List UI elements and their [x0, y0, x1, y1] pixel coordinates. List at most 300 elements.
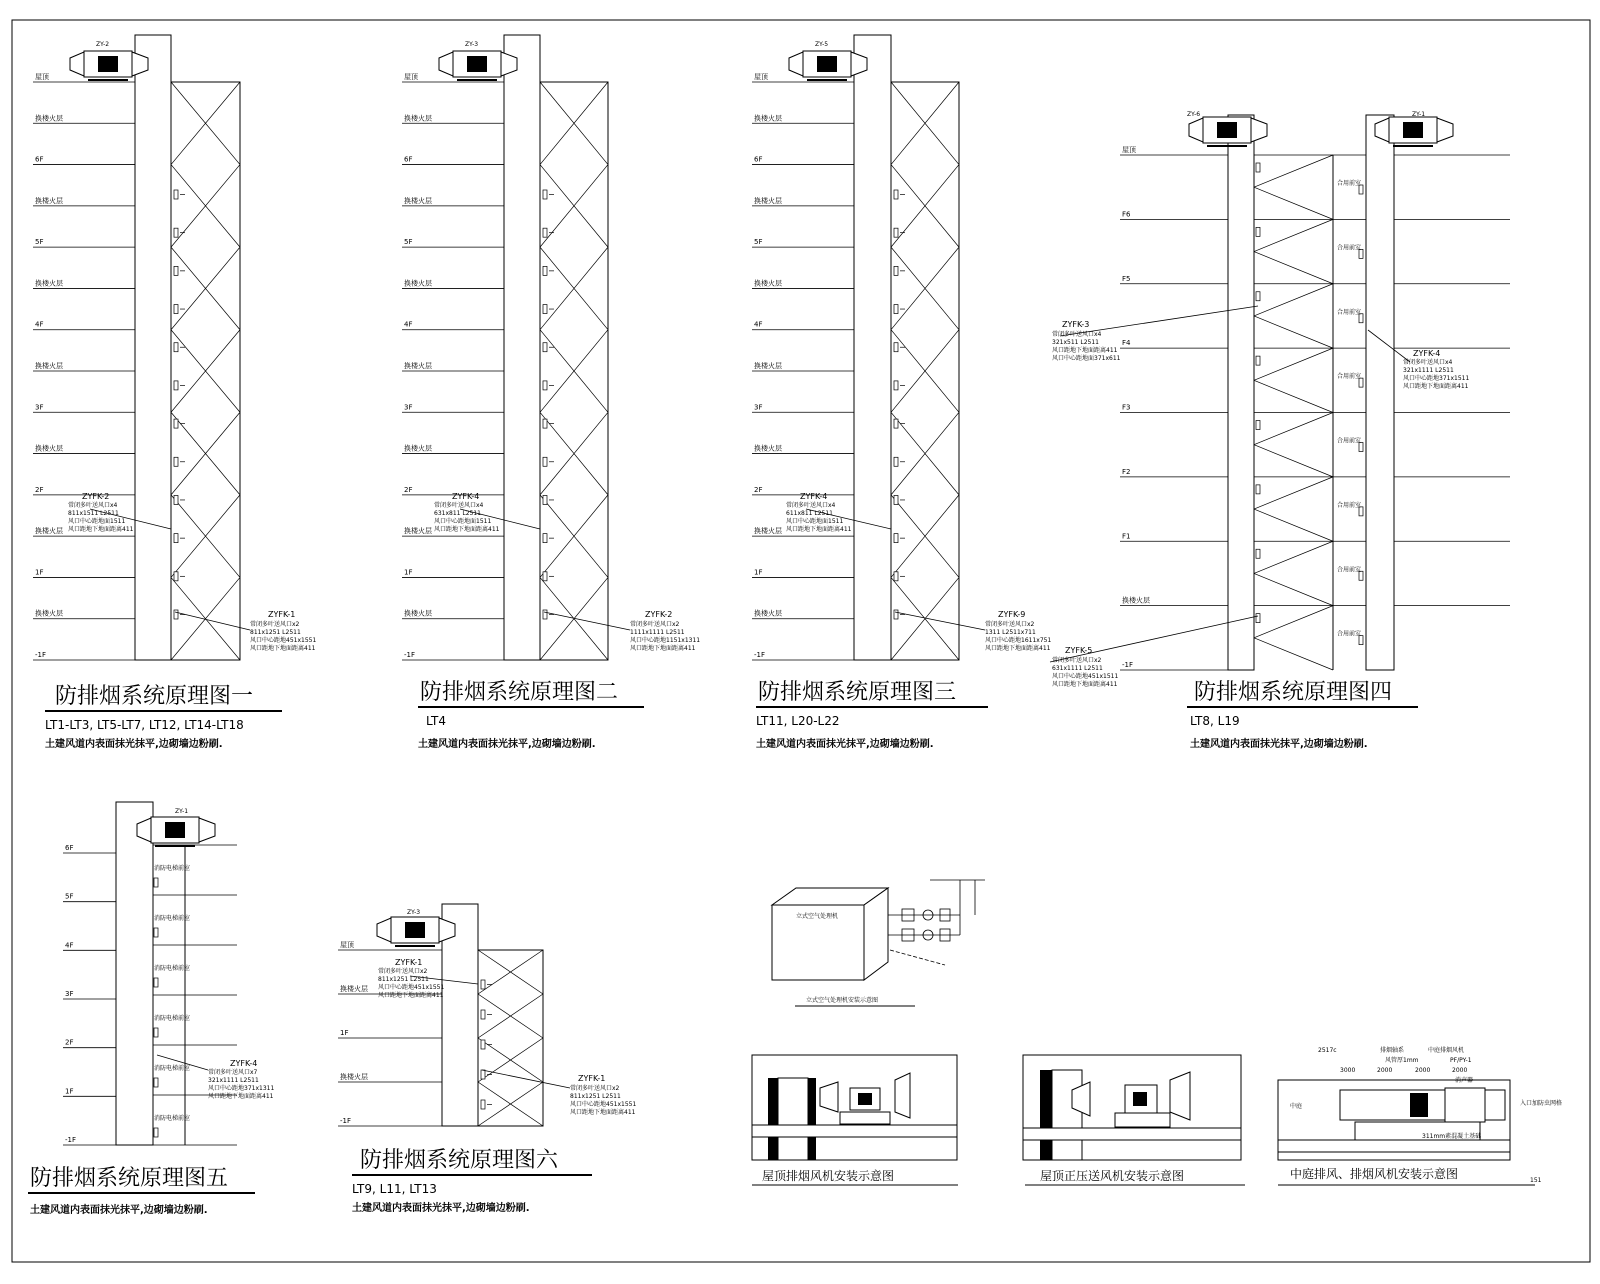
floor-label: 1F — [404, 568, 413, 577]
air-vent-icon — [481, 1040, 485, 1049]
callout-line: 风口距地下地面距离411 — [68, 526, 134, 533]
callout-line: 风口距地下地面距离411 — [434, 526, 500, 533]
floor-label: 1F — [35, 568, 44, 577]
callout-line: 风口中心距地1151x1311 — [630, 637, 701, 644]
floor-label: 2F — [35, 485, 44, 494]
floor-label: 换楼火层 — [35, 196, 63, 205]
floor-label: 换楼火层 — [754, 362, 782, 370]
callout-line: 风口距地下地面距离411 — [208, 1093, 274, 1100]
floor-label: 4F — [404, 320, 413, 329]
detail-label: 排烟轴系 — [1380, 1047, 1405, 1054]
box-label: 立式空气处理机 — [796, 913, 839, 920]
callout-line: 811x1251 L2511 — [378, 976, 429, 983]
air-vent-icon — [894, 457, 898, 466]
diagram-3 — [752, 35, 1051, 750]
air-vent-icon — [174, 534, 178, 543]
air-vent-icon — [543, 534, 547, 543]
floor-label: F4 — [1122, 339, 1131, 348]
air-vent-icon — [894, 343, 898, 352]
callout-line: 常闭多叶送风口x4 — [68, 502, 118, 509]
fan-outlet-icon — [1251, 118, 1267, 142]
diagram-2 — [402, 35, 700, 750]
air-vent-icon — [174, 495, 178, 504]
callout-line: 风口中心距地451x1551 — [250, 637, 317, 644]
floor-label: F3 — [1122, 403, 1131, 412]
floor-label: 屋顶 — [340, 941, 354, 949]
callout-line: 风口中心距地1611x751 — [985, 637, 1052, 644]
callout-line: 321x1111 L2511 — [208, 1077, 259, 1084]
callout-4-left-lower — [1050, 616, 1258, 688]
fan-outlet-icon — [1437, 118, 1453, 142]
floor-label: 换楼火层 — [754, 444, 782, 453]
callout-line: 风口中心距地面371x611 — [1052, 355, 1121, 362]
floor-label: 换楼火层 — [404, 362, 432, 370]
callout-line: 811x1511 L2511 — [68, 510, 119, 517]
diagram-note: 土建风道内表面抹光抹平,边砌墙边粉刷. — [45, 739, 223, 750]
callout-line: 631x811 L2511 — [434, 510, 481, 517]
callout-line: 811x1251 L2511 — [250, 629, 301, 636]
floor-label: 换楼火层 — [340, 1073, 368, 1081]
fan-motor-icon — [817, 56, 837, 72]
zigzag-line — [1254, 413, 1333, 445]
zigzag-line — [1254, 445, 1333, 477]
pipe-schematic — [888, 880, 985, 965]
callout-line: 1111x1111 L2511 — [630, 629, 685, 636]
detail-label: 2000 — [1415, 1067, 1431, 1074]
stair-6 — [478, 950, 543, 1126]
fan-motor-icon — [467, 56, 487, 72]
air-vent-icon — [1256, 485, 1260, 494]
room-label: 合用前室 — [1337, 566, 1362, 574]
air-vent-icon — [543, 305, 547, 314]
callout-line: 常闭多叶送风口x4 — [434, 502, 484, 509]
room-label: 消防电梯前室 — [154, 915, 191, 922]
air-vent-icon — [543, 457, 547, 466]
detail-label: 2000 — [1377, 1067, 1393, 1074]
floor-label: 3F — [35, 403, 44, 412]
air-vent-icon — [543, 228, 547, 237]
floor-label: 换楼火层 — [754, 279, 782, 288]
air-vent-icon — [1256, 549, 1260, 558]
zigzag-line — [1254, 284, 1333, 316]
callout-line: 常闭多叶送风口x2 — [378, 968, 428, 975]
shaft-5 — [116, 802, 153, 1145]
callout-line: 风口距地下地面距离411 — [570, 1109, 636, 1116]
air-vent-icon — [894, 419, 898, 428]
fan-tag-4-right: ZY-1 — [1412, 111, 1426, 118]
zigzag-line — [1254, 380, 1333, 412]
floor-label: 6F — [404, 155, 413, 164]
floor-label: 屋顶 — [35, 73, 49, 81]
fan-inlet-icon — [1189, 118, 1203, 142]
detail-label: 消声器 — [1455, 1077, 1474, 1084]
callout-tag: ZYFK-9 — [998, 610, 1026, 619]
air-vent-icon — [481, 1070, 485, 1079]
fan-tag-2: ZY-3 — [465, 41, 479, 48]
floor-label: 5F — [754, 238, 763, 247]
fan-motor-icon — [1403, 122, 1423, 138]
zigzag-line — [1254, 187, 1333, 219]
air-vent-icon — [543, 381, 547, 390]
floor-label: 2F — [404, 485, 413, 494]
air-vent-icon — [154, 1128, 158, 1137]
floor-label: F1 — [1122, 532, 1131, 541]
diagram-note: 土建风道内表面抹光抹平,边砌墙边粉刷. — [352, 1203, 530, 1214]
room-label: 消防电梯前室 — [154, 865, 191, 872]
shaft-4-right — [1366, 115, 1394, 670]
callout-line: 风口距地下地面距离411 — [1403, 383, 1469, 390]
callout-line: 风口距地下地面距离411 — [378, 992, 444, 999]
floor-label: 换楼火层 — [404, 444, 432, 453]
floor-label: 5F — [404, 238, 413, 247]
floor-label: 换楼火层 — [404, 279, 432, 288]
floor-label: -1F — [1122, 661, 1134, 669]
callout-line: 321x511 L2511 — [1052, 339, 1099, 346]
air-vent-icon — [154, 1028, 158, 1037]
floor-label: 换楼火层 — [340, 985, 368, 993]
shaft-wall — [778, 1078, 808, 1160]
room-label: 合用前室 — [1337, 630, 1362, 638]
shaft-wall — [1052, 1070, 1082, 1160]
air-vent-icon — [543, 610, 547, 619]
air-vent-icon — [894, 572, 898, 581]
callout-tag: ZYFK-4 — [1413, 349, 1441, 358]
floor-label: 换楼火层 — [754, 196, 782, 205]
install-caption: 屋顶正压送风机安装示意图 — [1040, 1169, 1185, 1183]
callout-tag: ZYFK-2 — [82, 492, 110, 501]
callout-tag: ZYFK-1 — [578, 1074, 606, 1083]
diagram-title: 防排烟系统原理图四 — [1194, 680, 1393, 705]
floor-lines-4 — [1120, 145, 1228, 670]
callout-tag: ZYFK-4 — [800, 492, 828, 501]
callout-line: 风口中心距地451x1511 — [1052, 673, 1119, 680]
diagram-note: 土建风道内表面抹光抹平,边砌墙边粉刷. — [756, 739, 934, 750]
callout-tag: ZYFK-4 — [452, 492, 480, 501]
install-caption-suffix: 151 — [1530, 1177, 1542, 1184]
diagram-5 — [28, 802, 274, 1216]
callout-line: 风口距地下地面距离411 — [250, 645, 316, 652]
install-caption: 中庭排风、排烟风机安装示意图 — [1290, 1167, 1459, 1181]
floor-label: 换楼火层 — [754, 609, 782, 618]
fan-inlet-icon — [70, 52, 84, 76]
fan-motor-icon — [98, 56, 118, 72]
zigzag-line — [1254, 606, 1333, 638]
detail-label: PF/PY-1 — [1450, 1057, 1472, 1064]
roof-fan-4-left — [1189, 117, 1267, 146]
floor-label: 4F — [754, 320, 763, 329]
floor-label: 1F — [340, 1029, 349, 1037]
callout-line: 风口距地下地面距离411 — [630, 645, 696, 652]
fan-motor-icon — [405, 922, 425, 938]
room-label: 合用前室 — [1337, 501, 1362, 509]
callout-line: 常闭多叶送风口x2 — [1052, 657, 1102, 664]
air-vent-icon — [174, 305, 178, 314]
fan-motor-icon — [165, 822, 185, 838]
install-detail-1 — [752, 1055, 958, 1185]
fan-base — [840, 1112, 890, 1124]
air-vent-icon — [543, 190, 547, 199]
air-vent-icon — [174, 381, 178, 390]
shaft-4-left — [1228, 115, 1254, 670]
air-vent-icon — [1256, 163, 1260, 172]
fan-motor — [1133, 1092, 1147, 1106]
room-label: 合用前室 — [1337, 244, 1362, 252]
fan-motor — [858, 1093, 872, 1105]
leader-line — [1050, 616, 1258, 662]
room-label: 合用前室 — [1337, 437, 1362, 445]
detail-label: 2517c — [1318, 1047, 1337, 1054]
callout-line: 811x1251 L2511 — [570, 1093, 621, 1100]
diagram-title: 防排烟系统原理图五 — [30, 1166, 229, 1191]
room-label: 合用前室 — [1337, 308, 1362, 316]
room-label: 合用前室 — [1337, 373, 1362, 381]
floor-label: 换楼火层 — [35, 609, 63, 618]
air-vent-icon — [1256, 292, 1260, 301]
floor-label: 换楼火层 — [404, 609, 432, 618]
fan-motor — [1410, 1093, 1428, 1117]
fan-outlet — [1170, 1072, 1190, 1120]
air-vent-icon — [1256, 227, 1260, 236]
detail-label: 中庭 — [1290, 1103, 1303, 1110]
floor-label: 换楼火层 — [404, 114, 432, 123]
air-vent-icon — [481, 980, 485, 989]
callout-line: 风口中心距地面1511 — [68, 518, 126, 525]
air-vent-icon — [174, 457, 178, 466]
zigzag-line — [1254, 348, 1333, 380]
zigzag-line — [1254, 316, 1333, 348]
air-vent-icon — [174, 343, 178, 352]
detail-label: 入口加防虫网格 — [1520, 1100, 1563, 1107]
box-caption: 立式空气处理机安装示意图 — [806, 997, 879, 1004]
floor-label: -1F — [65, 1136, 77, 1144]
air-vent-icon — [481, 1100, 485, 1109]
diagram-subtitle: LT8, L19 — [1190, 714, 1240, 728]
air-vent-icon — [543, 572, 547, 581]
air-vent-icon — [174, 190, 178, 199]
air-vent-icon — [894, 190, 898, 199]
floor-label: 换楼火层 — [35, 114, 63, 123]
floor-label: 换楼火层 — [35, 362, 63, 370]
diagram-title: 防排烟系统原理图二 — [420, 680, 619, 705]
floor-lines-3 — [752, 72, 854, 660]
callout-4-left-upper — [1052, 306, 1258, 362]
floor-label: 3F — [65, 990, 74, 998]
zigzag-line — [1254, 252, 1333, 284]
air-vent-icon — [1256, 421, 1260, 430]
fan-outlet — [895, 1073, 910, 1118]
fan-tag-4-left: ZY-6 — [1187, 111, 1201, 118]
floor-label: 4F — [35, 320, 44, 329]
air-vent-icon — [174, 610, 178, 619]
detail-label: 311mm素混凝土基础 — [1422, 1133, 1482, 1140]
floor-label: 换楼火层 — [754, 114, 782, 123]
diagram-6 — [338, 904, 636, 1214]
floor-label: 2F — [65, 1038, 74, 1047]
detail-label: 3000 — [1340, 1067, 1356, 1074]
callout-tag: ZYFK-1 — [395, 958, 423, 967]
diagram-subtitle: LT1-LT3, LT5-LT7, LT12, LT14-LT18 — [45, 718, 244, 732]
air-vent-icon — [894, 266, 898, 275]
callout-tag: ZYFK-2 — [645, 610, 673, 619]
callout-line: 风口中心距地451x1551 — [570, 1101, 637, 1108]
air-handler-detail — [772, 880, 985, 1006]
air-vent-icon — [174, 266, 178, 275]
roof-slab — [752, 1125, 957, 1137]
fan-tag-1: ZY-2 — [96, 41, 110, 48]
floor-label: 屋顶 — [1122, 146, 1136, 154]
air-vent-icon — [543, 495, 547, 504]
fan-inlet-icon — [439, 52, 453, 76]
floor-label: 换楼火层 — [35, 279, 63, 288]
air-vent-icon — [894, 495, 898, 504]
fan-tag-3: ZY-5 — [815, 41, 829, 48]
callout-line: 常闭多叶送风口x7 — [208, 1069, 258, 1076]
wall-hatch — [808, 1078, 816, 1160]
callout-line: 常闭多叶送风口x2 — [570, 1085, 620, 1092]
shaft-2 — [504, 35, 540, 660]
floor-label: 5F — [65, 892, 74, 901]
floor-label: 3F — [754, 403, 763, 412]
callout-line: 常闭多叶送风口x2 — [630, 621, 680, 628]
callout-tag: ZYFK-1 — [268, 610, 296, 619]
floor-label: 屋顶 — [754, 73, 768, 81]
room-label: 消防电梯前室 — [154, 965, 191, 972]
zigzag-line — [1254, 541, 1333, 573]
air-vent-icon — [174, 572, 178, 581]
callout-line: 风口距地下地面距离411 — [1052, 681, 1118, 688]
callout-line: 风口中心距地面1511 — [786, 518, 844, 525]
roof-slab — [1023, 1128, 1241, 1140]
callout-line: 常闭多叶送风口x4 — [1403, 359, 1453, 366]
wall-hatch — [1040, 1070, 1052, 1160]
diagram-note: 土建风道内表面抹光抹平,边砌墙边粉刷. — [418, 739, 596, 750]
floor-label: 换楼火层 — [1122, 596, 1150, 605]
floor-label: 4F — [65, 941, 74, 950]
detail-label: 2000 — [1452, 1067, 1468, 1074]
air-vent-icon — [894, 305, 898, 314]
floor-label: -1F — [404, 651, 416, 659]
callout-line: 常闭多叶送风口x4 — [1052, 331, 1102, 338]
fan-inlet-icon — [377, 918, 391, 942]
floor-label: 换楼火层 — [754, 527, 782, 536]
callout-tag: ZYFK-4 — [230, 1059, 258, 1068]
floor-label: 1F — [65, 1087, 74, 1096]
callout-line: 常闭多叶送风口x4 — [786, 502, 836, 509]
fan-tag-5: ZY-1 — [175, 808, 189, 815]
ground-slab — [1278, 1140, 1510, 1152]
install-caption: 屋顶排烟风机安装示意图 — [762, 1169, 895, 1183]
callout-line: 风口距地下地面距离411 — [1052, 347, 1118, 354]
fan-base — [1115, 1113, 1170, 1127]
fan-outlet-icon — [199, 818, 215, 842]
shaft-1 — [135, 35, 171, 660]
room-label: 消防电梯前室 — [154, 1065, 191, 1072]
diagram-subtitle: LT11, L20-L22 — [756, 714, 840, 728]
callout-line: 常闭多叶送风口x2 — [250, 621, 300, 628]
fan-inlet — [820, 1082, 838, 1112]
floor-lines-2 — [402, 72, 504, 660]
fan-motor-icon — [1217, 122, 1237, 138]
air-vent-icon — [543, 343, 547, 352]
air-vent-icon — [894, 534, 898, 543]
zigzag-line — [1254, 477, 1333, 509]
callout-tag: ZYFK-3 — [1062, 320, 1090, 329]
diagram-title: 防排烟系统原理图一 — [55, 684, 254, 709]
floor-label: -1F — [754, 651, 766, 659]
callout-line: 风口距地下地面距离411 — [985, 645, 1051, 652]
callout-line: 常闭多叶送风口x2 — [985, 621, 1035, 628]
callout-line: 风口距地下地面距离411 — [786, 526, 852, 533]
air-vent-icon — [481, 1010, 485, 1019]
diagram-title: 防排烟系统原理图六 — [360, 1148, 559, 1173]
room-label: 消防电梯前室 — [154, 1015, 191, 1022]
shaft-3 — [854, 35, 891, 660]
wall-hatch — [768, 1078, 778, 1160]
zigzag-line — [1254, 219, 1333, 251]
air-vent-icon — [174, 419, 178, 428]
air-vent-icon — [154, 878, 158, 887]
room-label: 消防电梯前室 — [154, 1115, 191, 1122]
air-vent-icon — [174, 228, 178, 237]
air-vent-icon — [894, 381, 898, 390]
air-vent-icon — [543, 419, 547, 428]
air-vent-icon — [1256, 356, 1260, 365]
room-label: 合用前室 — [1337, 180, 1362, 187]
floor-label: -1F — [35, 651, 47, 659]
air-vent-icon — [894, 228, 898, 237]
floor-label: 3F — [404, 403, 413, 412]
install-detail-2 — [1023, 1055, 1245, 1185]
zigzag-line — [1254, 638, 1333, 670]
floor-label: F6 — [1122, 210, 1131, 219]
floor-label: -1F — [340, 1117, 352, 1125]
floor-label: 换楼火层 — [404, 196, 432, 205]
floor-label: 6F — [754, 155, 763, 164]
diagram-subtitle: LT9, L11, LT13 — [352, 1182, 437, 1196]
floor-label: F5 — [1122, 274, 1131, 283]
floor-label: 换楼火层 — [35, 527, 63, 536]
floor-label: 5F — [35, 238, 44, 247]
callout-line: 1311 L2511x711 — [985, 629, 1036, 636]
diagram-4 — [1050, 111, 1510, 750]
callout-5 — [157, 1055, 274, 1100]
zigzag-line — [1254, 155, 1333, 187]
air-vent-icon — [154, 1078, 158, 1087]
zigzag-line — [1254, 509, 1333, 541]
callout-line: 风口中心距地371x1511 — [1403, 375, 1470, 382]
air-vent-icon — [543, 266, 547, 275]
callout-line: 风口中心距地面1511 — [434, 518, 492, 525]
diagram-1 — [33, 35, 316, 750]
silencer — [1445, 1088, 1485, 1122]
air-vent-icon — [894, 610, 898, 619]
floor-label: 6F — [35, 155, 44, 164]
callout-line: 风口中心距地371x1311 — [208, 1085, 275, 1092]
air-vent-icon — [154, 928, 158, 937]
callout-line: 321x1111 L2511 — [1403, 367, 1454, 374]
install-detail-3 — [1278, 1046, 1562, 1185]
fan-tag-6: ZY-3 — [407, 909, 421, 916]
floor-label: 1F — [754, 568, 763, 577]
callout-tag: ZYFK-5 — [1065, 646, 1093, 655]
detail-label: 风管厚1mm — [1385, 1057, 1419, 1064]
floor-label: 屋顶 — [404, 73, 418, 81]
floor-label: 换楼火层 — [35, 444, 63, 453]
callout-line: 风口中心距地451x1551 — [378, 984, 445, 991]
diagram-note: 土建风道内表面抹光抹平,边砌墙边粉刷. — [30, 1205, 208, 1216]
floor-label: 6F — [65, 844, 74, 852]
callout-line: 611x811 L2511 — [786, 510, 833, 517]
